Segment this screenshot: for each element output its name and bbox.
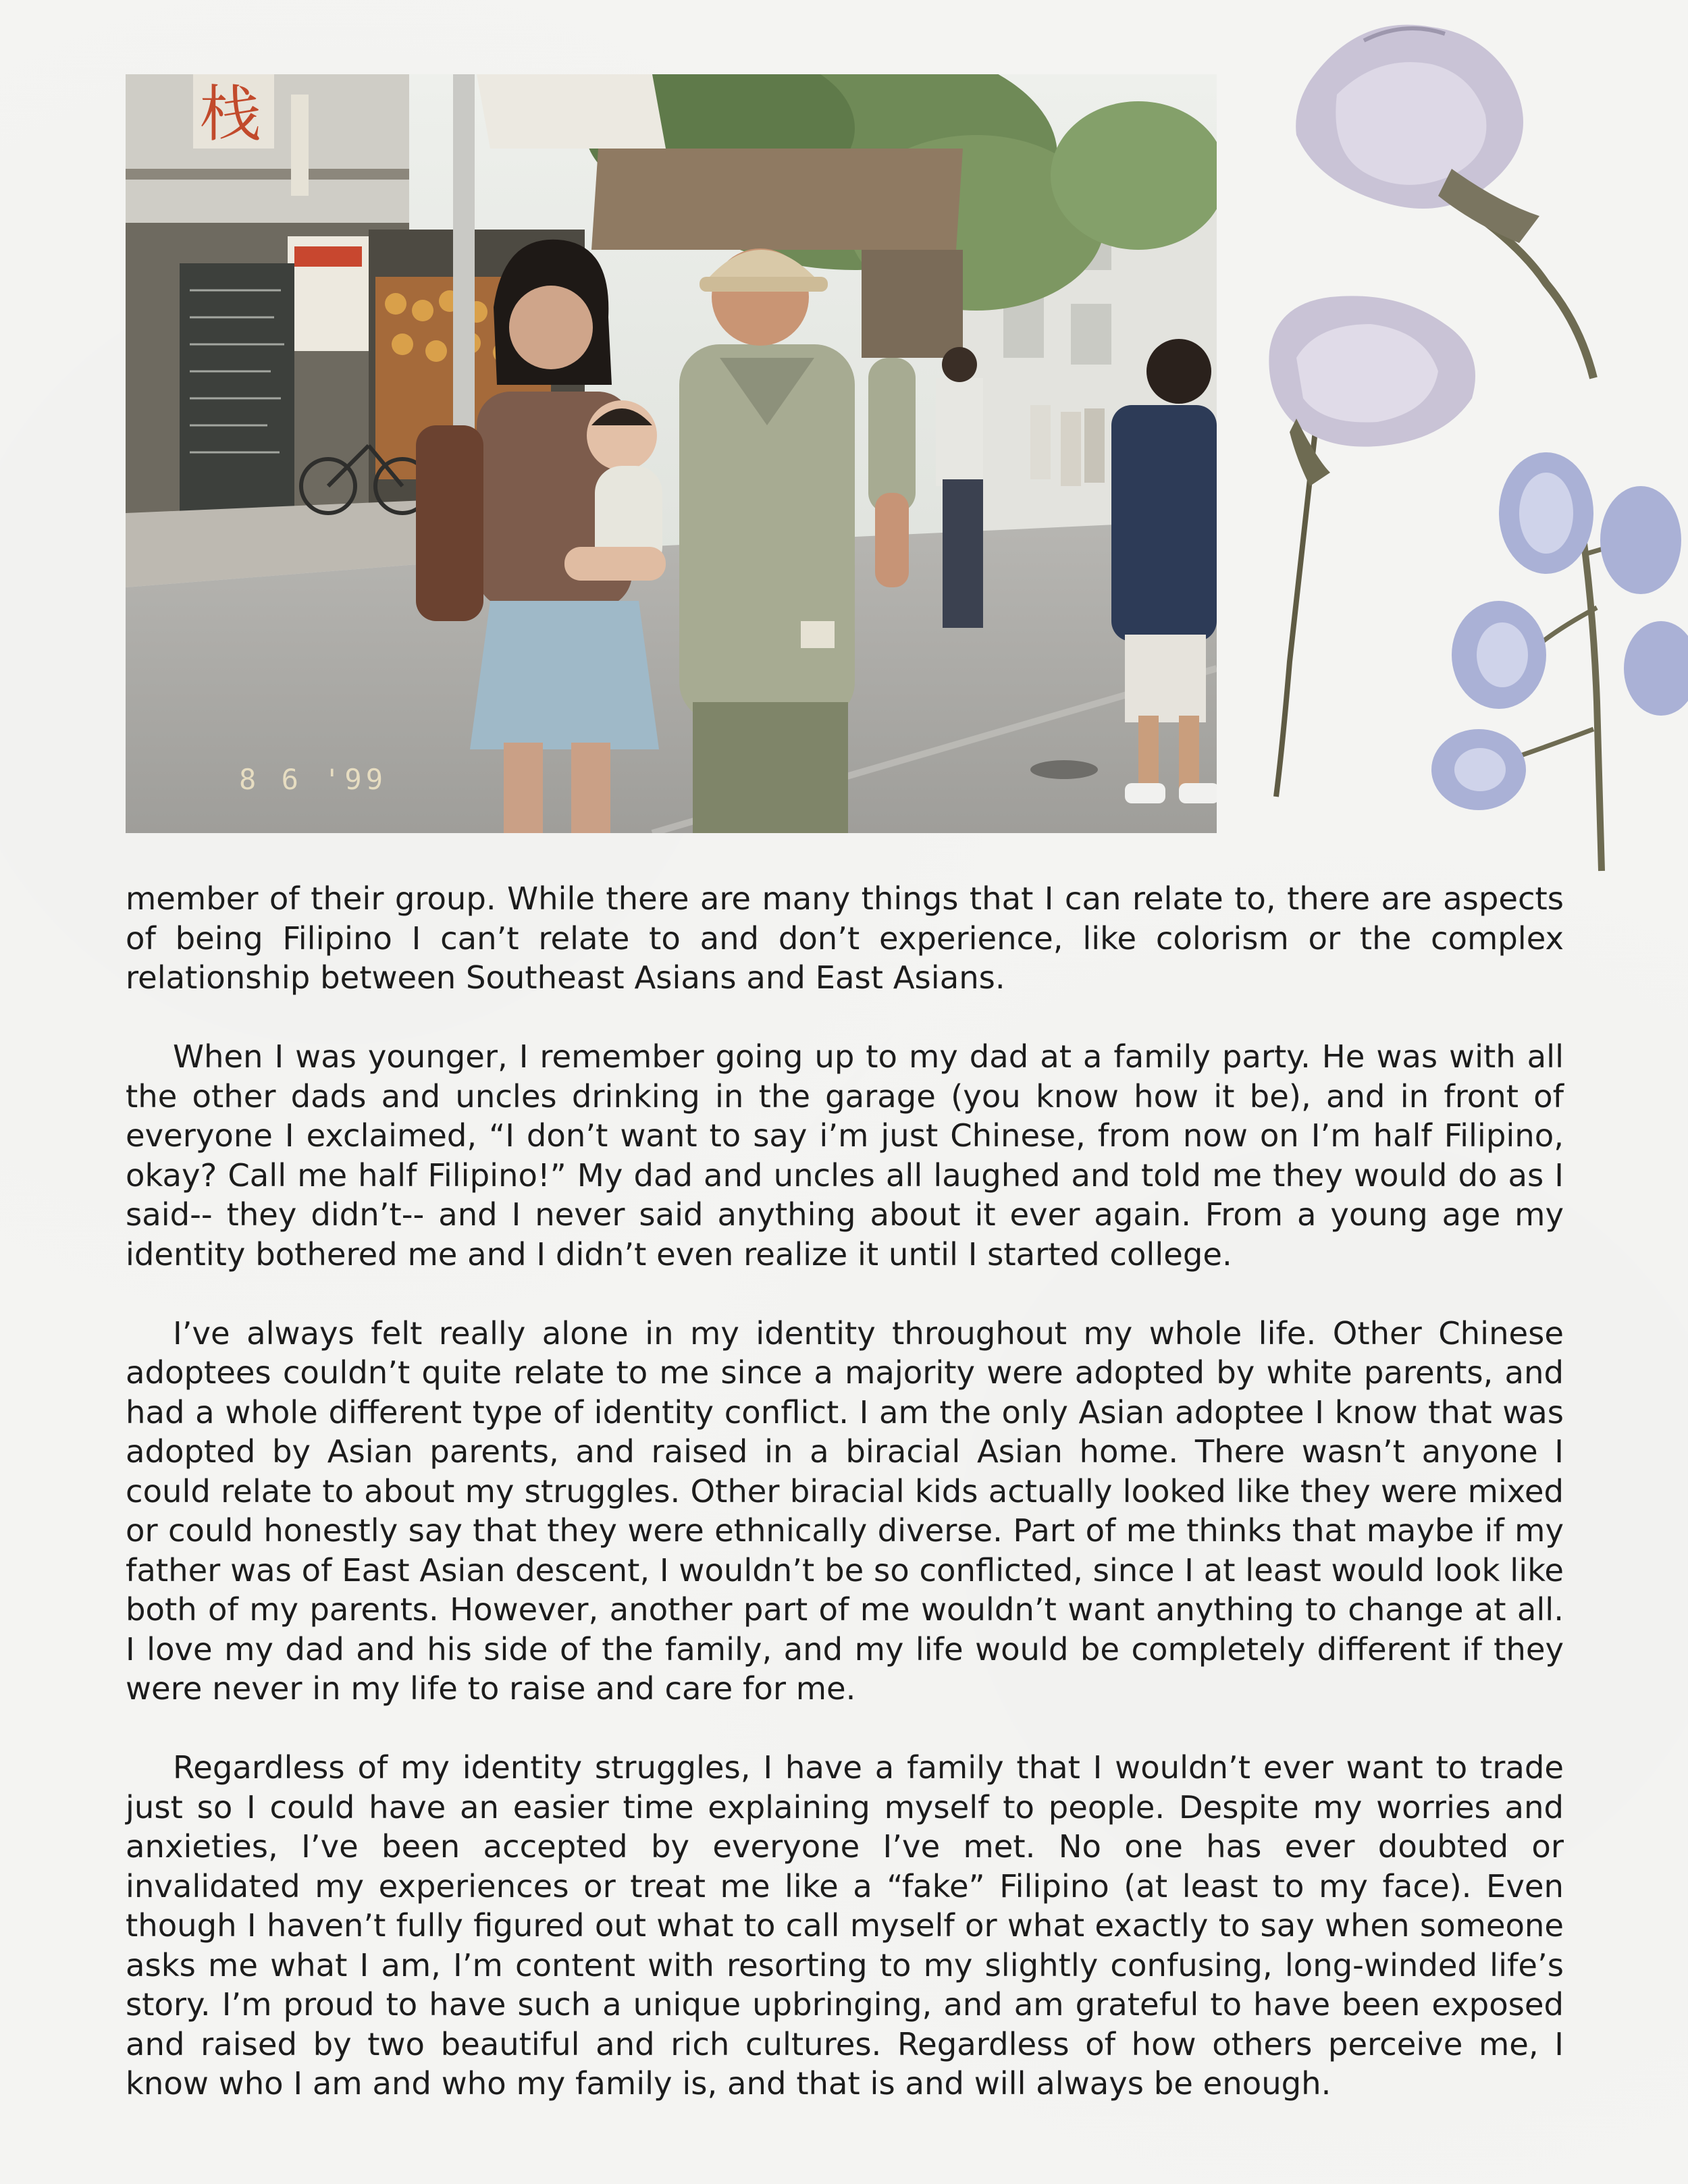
paragraph-2: When I was younger, I remember going up to my dad at a family party. He was with all the other dads and uncles drinking in the garage (you know how it be), and in front of everyone I exclaimed, “I don’t want to say i’m just Chinese, from now on I’m half Filipino, okay? Call me half Filipino!” My dad and uncles all laughed and told me they would do as I said-- they didn’t-- and I never said anything about it ever again. From a young age my identity bothered me and I didn’t even realize it until I started college. <box>126 1038 1564 1273</box>
paragraph-1: member of their group. While there are many things that I can relate to, there are aspects of being Filipino I can’t relate to and don’t experience, like colorism or the complex relationship between Southeast Asians and East Asians. <box>126 880 1564 996</box>
paragraph-4: Regardless of my identity struggles, I have a family that I wouldn’t ever want to trade just so I could have an easier time explaining myself to people. Despite my worries and anxieties, I’ve been accepted by everyone I’ve met. No one has ever doubted or invalidated my experiences or treat me like a “fake” Filipino (at least to my face). Even though I haven’t fully figured out what to call myself or what exactly to say when someone asks me what I am, I’m content with resorting to my slightly confusing, long-winded life’s story. I’m proud to have such a unique upbringing, and am grateful to have been exposed and raised by two beautiful and rich cultures. Regardless of how others perceive me, I know who I am and who my family is, and that is and will always be enough. <box>126 1749 1564 2102</box>
pressed-flowers-illustration <box>1229 0 1688 884</box>
essay-body <box>126 879 1564 2104</box>
flower-bluebell <box>1431 452 1688 871</box>
flower-middle <box>1269 296 1475 797</box>
paragraph-3: I’ve always felt really alone in my identity throughout my whole life. Other Chinese adoptees couldn’t quite relate to me since a majority were adopted by white parents, and had a whole different type of identity conflict. I am the only Asian adoptee I know that was adopted by Asian parents, and raised in a biracial Asian home. There wasn’t anyone I could relate to about my struggles. Other biracial kids actually looked like they were mixed or could honestly say that they were ethnically diverse. Part of me thinks that maybe if my father was of East Asian descent, I wouldn’t be so conflicted, since I at least would look like both of my parents. However, another part of me wouldn’t want anything to change at all. I love my dad and his side of the family, and my life would be completely different if they were never in my life to raise and care for me. <box>126 1314 1564 1707</box>
photo-illustration <box>126 74 1217 833</box>
date-stamp: 8 6 '99 <box>239 763 388 796</box>
family-photo <box>126 74 1217 833</box>
svg-text:栈: 栈 <box>200 79 261 150</box>
